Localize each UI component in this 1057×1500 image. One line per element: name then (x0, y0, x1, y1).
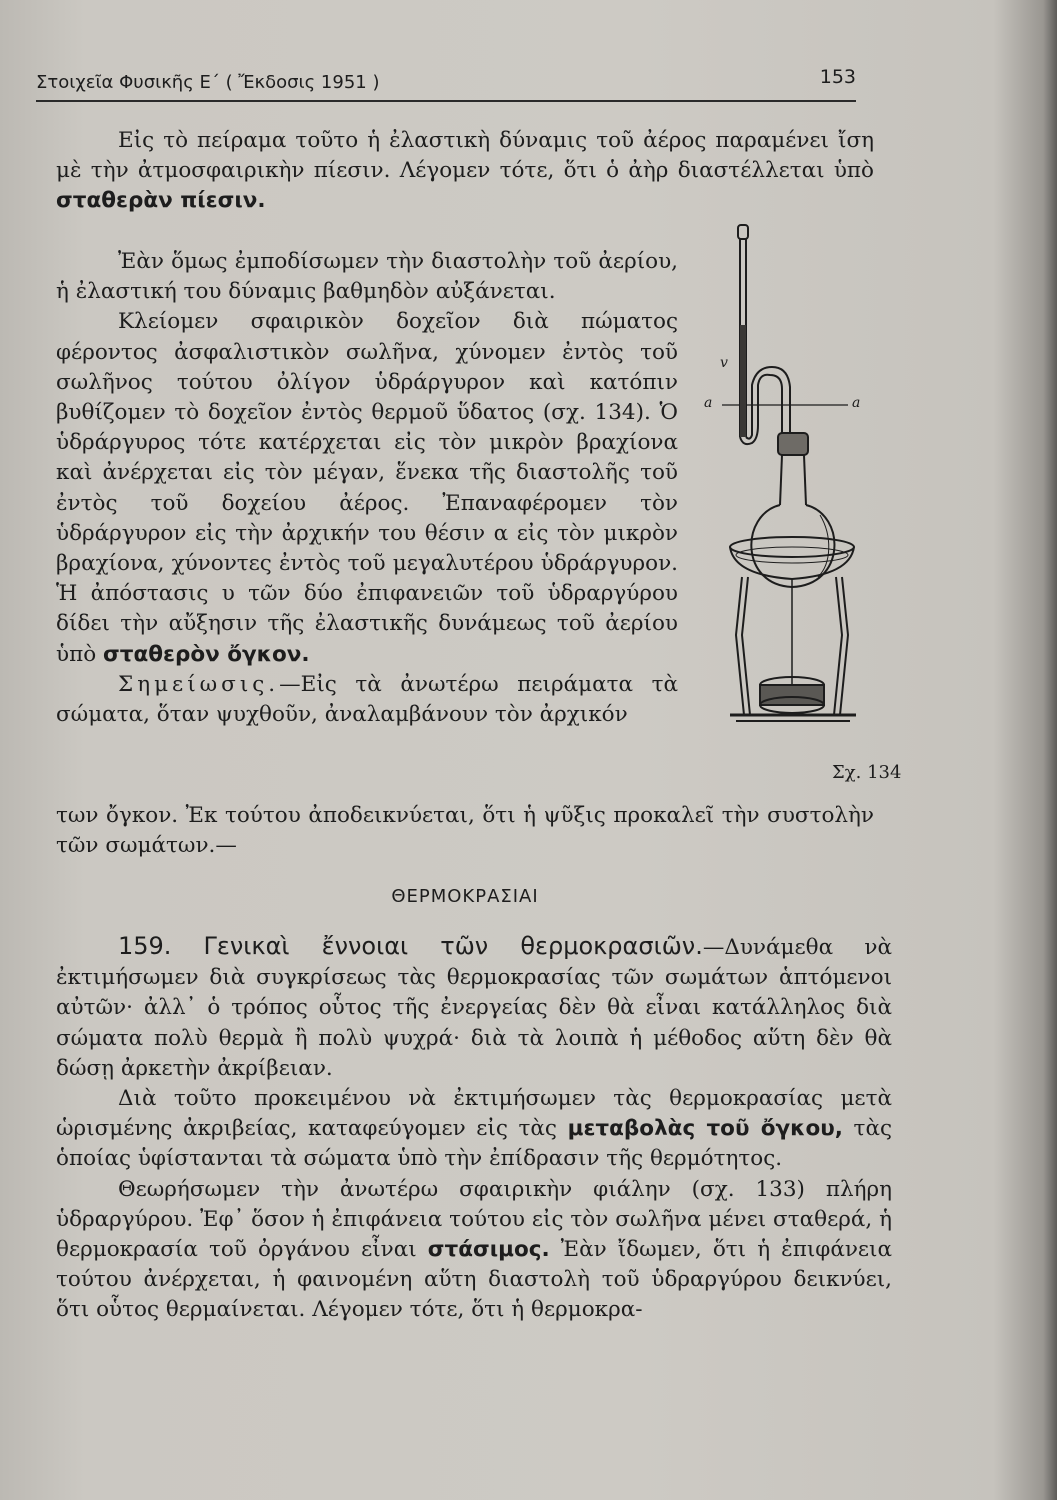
paragraph-text: Ἐὰν ὅμως ἐμποδίσωμεν τὴν διαστολὴν τοῦ ἀερίου, ἡ ἐλαστική του δύναμις βαθμηδὸν αὐξάνεται. (56, 249, 678, 305)
page-edge-shadow (1043, 0, 1057, 1500)
paragraph-continuation (56, 801, 874, 861)
running-header (36, 66, 856, 96)
paragraph-text: Κλείομεν σφαιρικὸν δοχεῖον διὰ πώματος φέροντος ἀσφαλιστικὸν σωλῆνα, χύνομεν ἐντὸς τοῦ σωλῆνος τούτου ὀλίγον ὑδράργυρον καὶ κατόπιν βυθίζομεν τὸ δοχεῖον ἐντὸς θερμοῦ ὕδατος (σχ. 134). Ὁ ὑδράργυρος τότε κατέρχεται εἰς τὸν μικρὸν βραχίονα καὶ ἀνέρχεται εἰς τὸν μέγαν, ἕνεκα τῆς διαστολῆς τοῦ ἐντὸς τοῦ δοχείου ἀέρος. Ἐπαναφέρομεν τὸν ὑδράργυρον εἰς τὴν ἀρχικήν του θέσιν α εἰς τὸν μικρὸν βραχίονα, χύνοντες ἐντὸς τοῦ μεγαλυτέρου ὑδράργυρον. Ἡ ἀπόστασις υ τῶν δύο ἐπιφανειῶν τοῦ ὑδραργύρου δίδει τὴν αὔξησιν τῆς ἐλαστικῆς δυνάμεως τοῦ ἀερίου ὑπὸ (56, 309, 678, 667)
wrapped-text-block (56, 247, 678, 730)
note-label: Σημείωσις. (118, 671, 280, 697)
label-a-left: a (704, 395, 713, 411)
book-title: Στοιχεῖα Φυσικῆς Ε΄ ( Ἔκδοσις 1951 ) (36, 72, 380, 93)
mercury-column (740, 325, 746, 437)
paragraph-text: Διὰ τοῦτο προκειμένου νὰ ἐκτιμήσωμεν τὰς θερμοκρασίας μετὰ ὡρισμένης ἀκριβείας, καταφεύγομεν εἰς τὰς (56, 1086, 892, 1142)
paragraph-text: Ἐὰν ἴδωμεν, ὅτι ἡ ἐπιφάνεια τούτου ἀνέρχεται, ἡ φαινομένη αὕτη διαστολὴ τοῦ ὑδραργύρου δεικνύει, ὅτι οὗτος θερμαίνεται. Λέγομεν τότε, ὅτι ἡ θερμοκρα- (56, 1237, 892, 1323)
label-v: v (720, 355, 728, 371)
paragraph-text: Εἰς τὸ πείραμα τοῦτο ἡ ἐλαστικὴ δύναμις τοῦ ἀέρος παραμένει ἴση μὲ τὴν ἀτμοσφαιρικὴν πίεσιν. Λέγομεν τότε, ὅτι ὁ ἀὴρ διαστέλλεται ὑπὸ (56, 128, 874, 184)
section-heading: ΘΕΡΜΟΚΡΑΣΙΑΙ (391, 886, 539, 907)
paragraph-text: Θεωρήσωμεν τὴν ἀνωτέρω σφαιρικὴν φιάλην (σχ. 133) πλήρη ὑδραργύρου. Ἐφ᾿ ὅσον ἡ ἐπιφάνεια τούτου εἰς τὸν σωλῆνα μένει σταθερά, ἡ θερμοκρασία τοῦ ὀργάνου εἶναι (56, 1176, 892, 1263)
section-159 (56, 931, 892, 1326)
header-rule (36, 100, 856, 102)
figure-caption: Σχ. 134 (832, 762, 902, 783)
bold-term: σταθερὸν ὄγκον. (103, 641, 310, 667)
page-number: 153 (819, 66, 856, 88)
bold-term: στάσιμος. (427, 1237, 550, 1263)
note-text: —Εἰς τὰ ἀνωτέρω πειράματα τὰ σώματα, ὅταν ψυχθοῦν, ἀναλαμβάνουν τὸν ἀρχικόν (56, 671, 678, 728)
bold-term: σταθερὰν πίεσιν. (56, 188, 266, 214)
paragraph-text: —Δυνάμεθα νὰ ἐκτιμήσωμεν διὰ συγκρίσεως τὰς θερμοκρασίας τῶν σωμάτων ἁπτόμενοι αὐτῶν· ἀλλ᾿ ὁ τρόπος οὗτος τῆς ἐνεργείας δὲν θὰ εἶναι κατάλληλος διὰ σώματα πολὺ θερμὰ ἢ πολὺ ψυχρά· διὰ τὰ λοιπὰ ἡ μέθοδος αὕτη δὲν θὰ δώσῃ ἀρκετὴν ἀκρίβειαν. (56, 935, 892, 1081)
flask-manometer-illustration (700, 215, 880, 755)
label-a-right: a (852, 395, 861, 411)
figure-134-apparatus (700, 215, 880, 755)
paragraph-text: των ὄγκον. Ἐκ τούτου ἀποδεικνύεται, ὅτι ἡ ψῦξις προκαλεῖ τὴν συστολὴν τῶν σωμάτων.— (56, 803, 874, 859)
section-title: 159. Γενικαὶ ἔννοιαι τῶν θερμοκρασιῶν. (118, 932, 703, 960)
paragraph-constant-pressure (56, 126, 874, 217)
paragraph-text: τὰς ὁποίας ὑφίστανται τὰ σώματα ὑπὸ τὴν ἐπίδρασιν τῆς θερμότητος. (56, 1116, 893, 1172)
bold-term: μεταβολὰς τοῦ ὄγκου, (567, 1116, 843, 1142)
